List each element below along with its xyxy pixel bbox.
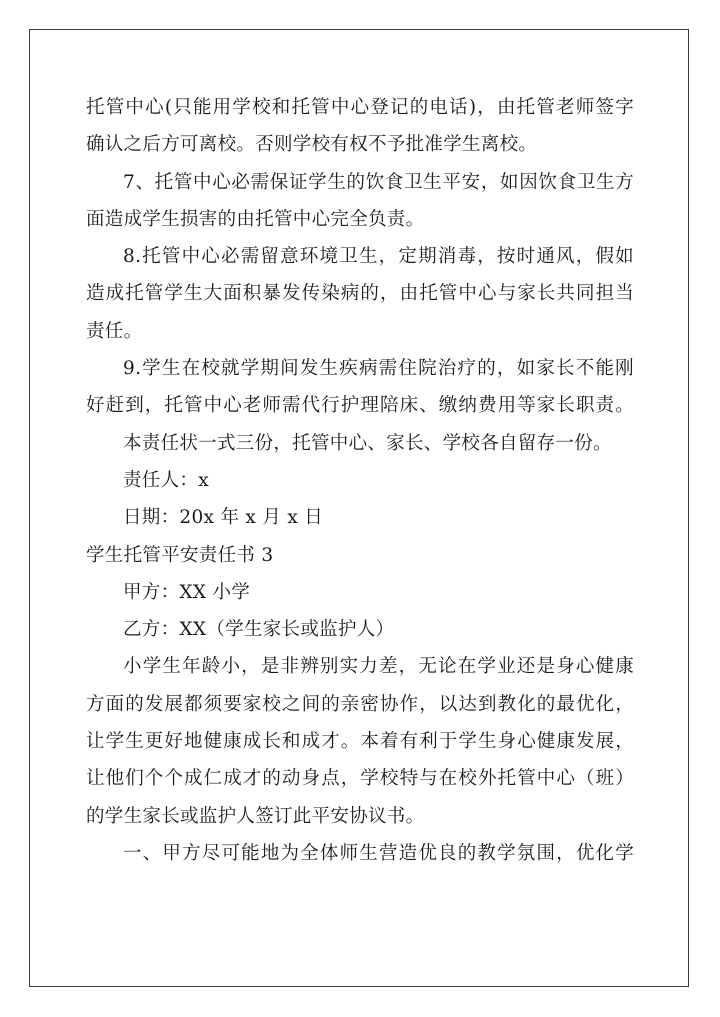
- date-line: 日期：20x 年 x 月 x 日: [123, 507, 324, 529]
- copies-statement: 本责任状一式三份，托管中心、家长、学校各自留存一份。: [123, 432, 612, 454]
- text-line: 方面的发展都须要家校之间的亲密协作，以达到教化的最优化，: [86, 693, 634, 715]
- section-title: 学生托管平安责任书 3: [86, 544, 274, 566]
- text-line: 责任。: [86, 320, 143, 342]
- paragraph-7-line: 7、托管中心必需保证学生的饮食卫生平安，如因饮食卫生方: [123, 171, 634, 193]
- clause-1-line: 一、甲方尽可能地为全体师生营造优良的教学氛围，优化学: [123, 842, 634, 864]
- intro-paragraph-line: 小学生年龄小，是非辨别实力差，无论在学业还是身心健康: [123, 656, 634, 678]
- text-line: 让他们个个成仁成才的动身点，学校特与在校外托管中心（班）: [86, 768, 634, 790]
- text-line: 的学生家长或监护人签订此平安协议书。: [86, 805, 425, 827]
- text-line: 面造成学生损害的由托管中心完全负责。: [86, 208, 425, 230]
- text-line: 确认之后方可离校。否则学校有权不予批准学生离校。: [86, 134, 538, 156]
- party-b: 乙方：XX（学生家长或监护人）: [123, 619, 395, 641]
- paragraph-8-line: 8.托管中心必需留意环境卫生，定期消毒，按时通风，假如: [123, 246, 634, 268]
- document-body: [86, 89, 634, 872]
- text-line: 好赶到，托管中心老师需代行护理陪床、缴纳费用等家长职责。: [86, 395, 634, 417]
- text-line: 造成托管学生大面积暴发传染病的，由托管中心与家长共同担当: [86, 283, 634, 305]
- responsible-person: 责任人：x: [123, 469, 209, 491]
- text-line: 托管中心(只能用学校和托管中心登记的电话)，由托管老师签字: [86, 97, 634, 118]
- party-a: 甲方：XX 小学: [123, 581, 251, 603]
- text-line: 让学生更好地健康成长和成才。本着有利于学生身心健康发展，: [86, 731, 634, 753]
- paragraph-9-line: 9.学生在校就学期间发生疾病需住院治疗的，如家长不能刚: [123, 358, 634, 380]
